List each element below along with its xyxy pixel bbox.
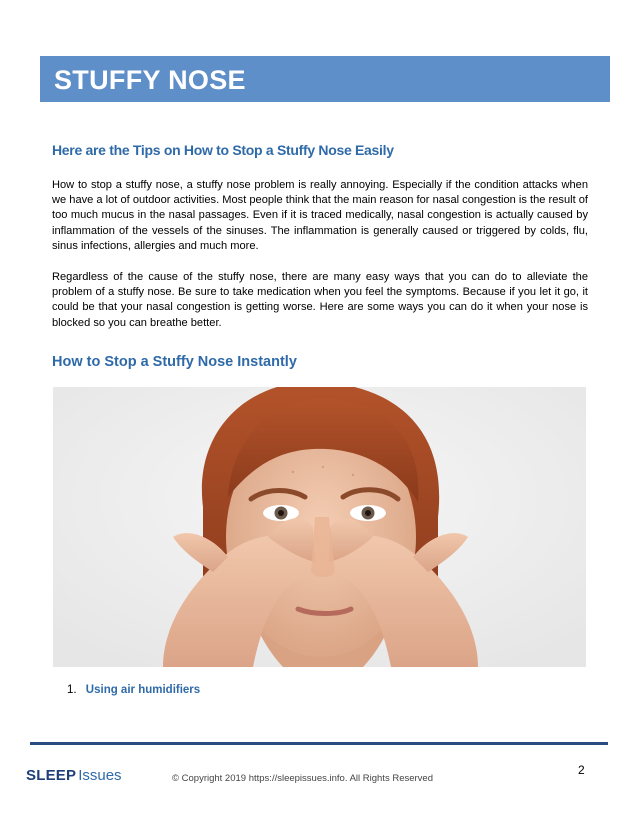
logo-issues-text: Issues (78, 767, 122, 784)
title-banner (40, 56, 610, 102)
paragraph-intro: How to stop a stuffy nose, a stuffy nose problem is really annoying. Especially if the condition attacks when we have a lot of outdoor activities. Most people think that the main reason for nasal congestion is the result of too much mucus in the nasal passages. Even if it is traced medically, nasal congestion is actually caused by inflammation of the vessels of the sinuses. The inflammation is generally caused or triggered by colds, flu, sinus infections, allergies and much more. (52, 179, 588, 252)
section-heading: How to Stop a Stuffy Nose Instantly (52, 354, 297, 370)
logo-sleep-text: SLEEP (26, 767, 77, 784)
tips-list (67, 684, 200, 696)
list-number: 1. (67, 684, 77, 696)
page-title: STUFFY NOSE (54, 65, 246, 95)
article-subtitle: Here are the Tips on How to Stop a Stuffy Nose Easily (52, 142, 394, 158)
copyright-notice: © Copyright 2019 https://sleepissues.info. All Rights Reserved (172, 773, 433, 784)
woman-pressing-nose-photo (53, 387, 586, 667)
page-number: 2 (578, 763, 585, 777)
tip-link-air-humidifiers[interactable]: Using air humidifiers (85, 684, 201, 696)
footer-divider (30, 742, 608, 745)
paragraph-causes: Regardless of the cause of the stuffy nose, there are many easy ways that you can do to alleviate the problem of a stuffy nose. Be sure to take medication when you feel the symptoms. Because if you let it go, it could be that your nasal congestion is getting worse. Here are some ways you can do it when your nose is blocked so you can breathe better. (52, 271, 588, 329)
sleep-issues-logo (26, 767, 122, 785)
